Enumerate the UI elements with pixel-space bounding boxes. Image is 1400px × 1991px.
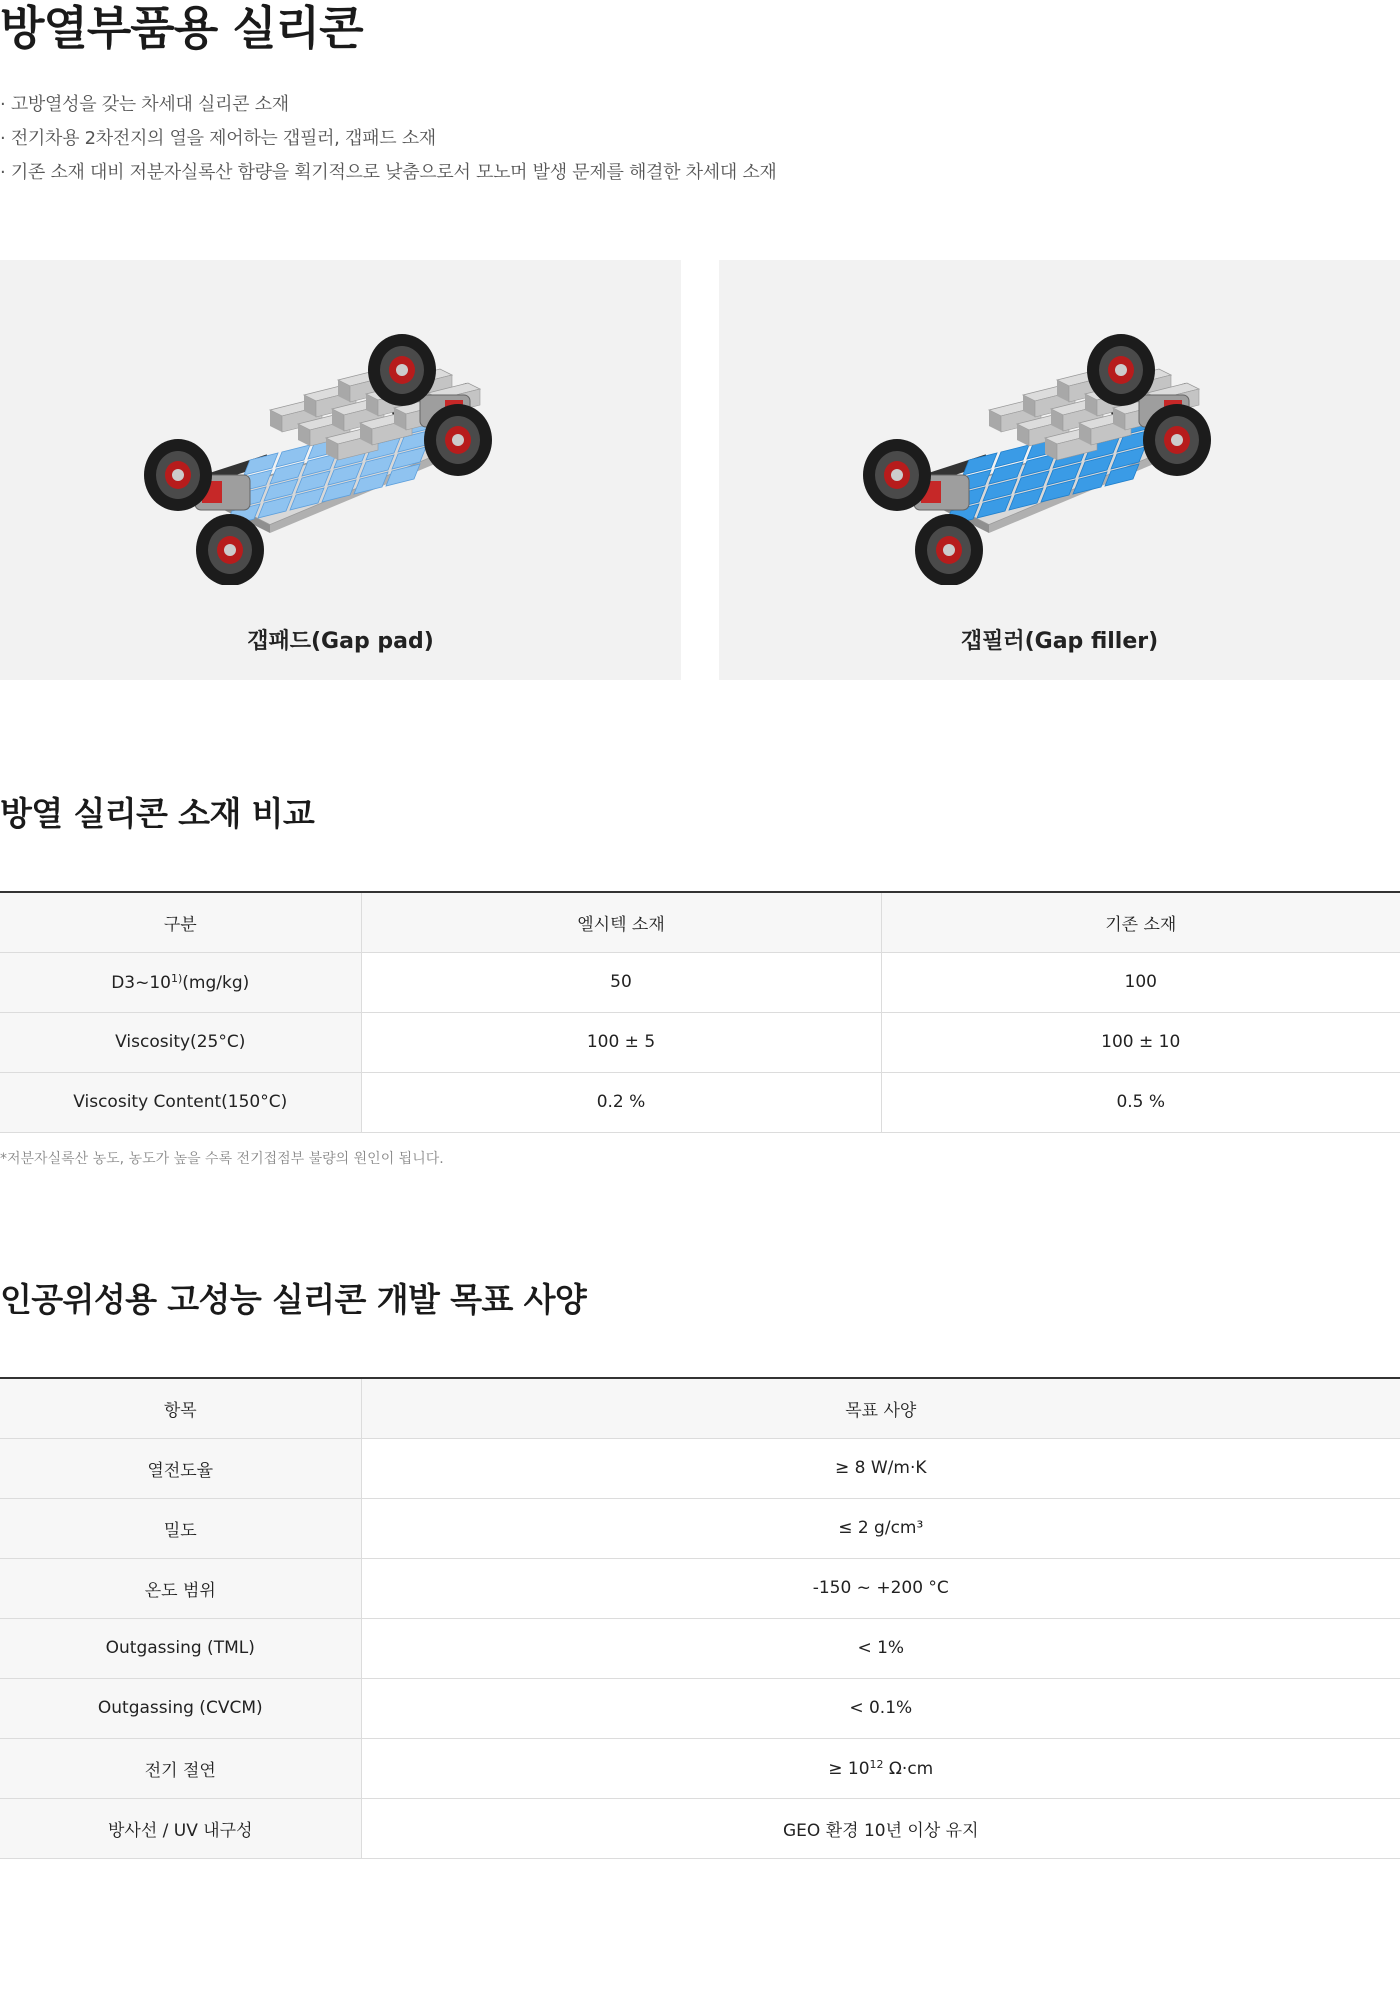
table-row xyxy=(0,1678,1400,1738)
item-label: Outgassing (CVCM) xyxy=(0,1678,361,1738)
target-spec-table xyxy=(0,1377,1400,1859)
item-label: 방사선 / UV 내구성 xyxy=(0,1798,361,1858)
ours-value: 100 ± 5 xyxy=(361,1012,881,1072)
gap-pad-caption: 갭패드(Gap pad) xyxy=(247,629,434,654)
gap-pad-card xyxy=(0,260,681,680)
feature-item: · 전기차용 2차전지의 열을 제어하는 갭필러, 갭패드 소재 xyxy=(0,128,436,149)
column-header: 구분 xyxy=(0,892,361,952)
spec-value: ≤ 2 g/cm³ xyxy=(361,1498,1400,1558)
existing-value: 100 xyxy=(881,952,1400,1012)
compare-footnote: *저분자실록산 농도, 농도가 높을 수록 전기접점부 불량의 원인이 됩니다. xyxy=(0,1151,444,1167)
item-label: Outgassing (TML) xyxy=(0,1618,361,1678)
table-row xyxy=(0,1558,1400,1618)
compare-table xyxy=(0,891,1400,1133)
feature-item: · 기존 소재 대비 저분자실록산 함량을 획기적으로 낮춤으로서 모노머 발생 문제를 해결한 차세대 소재 xyxy=(0,162,777,183)
feature-list xyxy=(0,88,777,190)
existing-value: 0.5 % xyxy=(881,1072,1400,1132)
row-label: Viscosity Content(150°C) xyxy=(0,1072,361,1132)
compare-section-title: 방열 실리콘 소재 비교 xyxy=(0,794,315,833)
column-header: 엘시텍 소재 xyxy=(361,892,881,952)
item-label: 전기 절연 xyxy=(0,1738,361,1798)
spec-value: < 1% xyxy=(361,1618,1400,1678)
table-row xyxy=(0,1072,1400,1132)
gap-filler-caption: 갭필러(Gap filler) xyxy=(960,629,1159,654)
spec-value: ≥ 8 W/m·K xyxy=(361,1438,1400,1498)
table-row xyxy=(0,1738,1400,1798)
column-header: 목표 사양 xyxy=(361,1378,1400,1438)
item-label: 온도 범위 xyxy=(0,1558,361,1618)
row-label: D3~10$^{1)}$(mg/kg) xyxy=(0,952,361,1012)
row-label: Viscosity(25°C) xyxy=(0,1012,361,1072)
table-row xyxy=(0,952,1400,1012)
table-row xyxy=(0,1798,1400,1858)
table-header-row xyxy=(0,1378,1400,1438)
ours-value: 50 xyxy=(361,952,881,1012)
table-row xyxy=(0,1618,1400,1678)
ev-battery-chassis-image xyxy=(859,325,1259,585)
existing-value: 100 ± 10 xyxy=(881,1012,1400,1072)
column-header: 기존 소재 xyxy=(881,892,1400,952)
spec-value: < 0.1% xyxy=(361,1678,1400,1738)
ev-battery-chassis-image xyxy=(140,325,540,585)
spec-value: -150 ~ +200 °C xyxy=(361,1558,1400,1618)
table-row xyxy=(0,1498,1400,1558)
target-section-title: 인공위성용 고성능 실리콘 개발 목표 사양 xyxy=(0,1280,587,1319)
table-row xyxy=(0,1012,1400,1072)
item-label: 밀도 xyxy=(0,1498,361,1558)
item-label: 열전도율 xyxy=(0,1438,361,1498)
column-header: 항목 xyxy=(0,1378,361,1438)
page-title: 방열부품용 실리콘 xyxy=(0,1,363,55)
table-row xyxy=(0,1438,1400,1498)
table-header-row xyxy=(0,892,1400,952)
spec-value: GEO 환경 10년 이상 유지 xyxy=(361,1798,1400,1858)
ours-value: 0.2 % xyxy=(361,1072,881,1132)
spec-value: ≥ $10^{12}$ Ω·cm xyxy=(361,1738,1400,1798)
feature-item: · 고방열성을 갖는 차세대 실리콘 소재 xyxy=(0,94,289,115)
gap-filler-card xyxy=(719,260,1400,680)
product-cards xyxy=(0,260,1400,680)
